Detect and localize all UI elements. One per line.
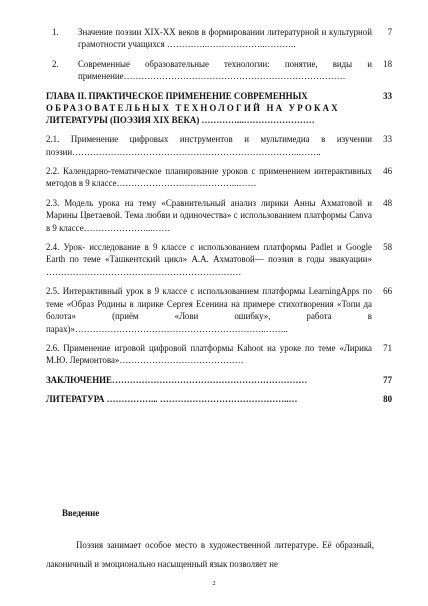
toc-entry-number: 1. bbox=[52, 27, 59, 37]
toc-chapter-entry bbox=[46, 90, 392, 127]
toc-entry bbox=[46, 133, 392, 158]
toc-entry-title: 2.1. Применение цифровых инструментов и мультимедиа в изучении поэзии…………………………………………………………………..…….. bbox=[46, 134, 372, 157]
toc-entry bbox=[46, 285, 392, 335]
toc-entry bbox=[46, 58, 392, 83]
toc-entry-page: 33 bbox=[383, 134, 392, 145]
toc-entry-title: ЗАКЛЮЧЕНИЕ………………………………………………………… bbox=[46, 374, 308, 385]
toc-chapter-title-line-2: ОБРАЗОВАТЕЛЬНЫХ ТЕХНОЛОГИЙ НА УРОКАХ bbox=[46, 102, 340, 113]
toc-entry-title: 2.2. Календарно-тематическое планирование уроков с применением интерактивных методов в 9 классе…………………………………...…… bbox=[46, 166, 372, 189]
toc-entry-number: 2. bbox=[52, 58, 59, 69]
toc-entry bbox=[46, 241, 392, 278]
toc-entry-title: Значение поэзии XIX-XX веков в формировании литературной и культурной грамотности учащихся …………..………………..……….. bbox=[78, 27, 372, 50]
toc-entry-page: 33 bbox=[383, 90, 392, 101]
section-heading: Введение bbox=[62, 508, 100, 518]
toc-entry-title: 2.6. Применение игровой цифровой платформы Kahoot на уроке по теме «Лирика М.Ю. Лермонтова»…………………………………… bbox=[46, 342, 372, 366]
toc-entry-page: 71 bbox=[383, 342, 392, 353]
toc-entry-title: 2.4. Урок- исследование в 9 классе с использованием платформы Padlet и Google Earth по теме «Ташкентский цикл» А.А. Ахматовой— поэзия в годы эвакуации» ………………………………………………………… bbox=[46, 242, 372, 277]
toc-entry bbox=[46, 26, 392, 51]
toc-entry-page: 48 bbox=[383, 197, 392, 208]
toc-entry-title: 2.3. Модель урока на тему «Сравнительный анализ лирики Анны Ахматовой и Марины Цветаевой. Тема любви и одиночества» с использованием платформы Canva в 9 классе…………………...…… bbox=[46, 197, 372, 233]
toc-entry-page: 46 bbox=[383, 166, 392, 177]
toc-entry-title: Современные образовательные технологии: понятие, виды и применение………………………………………………………………… bbox=[78, 58, 372, 82]
toc-entry bbox=[46, 197, 392, 234]
toc-entry bbox=[46, 165, 392, 190]
page-number: 2 bbox=[212, 580, 216, 587]
toc-references-entry bbox=[46, 393, 392, 405]
toc-entry bbox=[46, 342, 392, 367]
toc-chapter-title-line-3: ЛИТЕРАТУРЫ (ПОЭЗИЯ XIX ВЕКА) …………...…………………… bbox=[46, 115, 315, 126]
toc-conclusion-entry bbox=[46, 374, 392, 386]
table-of-contents bbox=[46, 26, 392, 413]
toc-entry-page: 66 bbox=[383, 286, 392, 297]
toc-entry-title: 2.5. Интерактивный урок в 9 классе с использованием платформы LearningApps по теме «Образ Родины в лирике Сергея Есенина на примере стихотворения «Топи да болота» (приём «Лови ошибку», работа в парах)»………………………………………………………..…….. bbox=[46, 286, 372, 334]
toc-entry-page: 58 bbox=[383, 242, 392, 253]
toc-entry-page: 7 bbox=[387, 27, 392, 37]
toc-entry-page: 18 bbox=[383, 58, 392, 69]
toc-entry-title: ЛИТЕРАТУРА ……………... ……………………………………..… bbox=[46, 394, 298, 405]
intro-paragraph: Поэзия занимает особое место в художественной литературе. Её образный, лаконичный и эмоционально насыщенный язык позволяет не bbox=[46, 540, 374, 569]
toc-entry-page: 77 bbox=[383, 374, 392, 385]
toc-entry-page: 80 bbox=[383, 394, 392, 405]
toc-chapter-title-line-1: ГЛАВА II. ПРАКТИЧЕСКОЕ ПРИМЕНЕНИЕ СОВРЕМЕННЫХ bbox=[46, 90, 308, 101]
